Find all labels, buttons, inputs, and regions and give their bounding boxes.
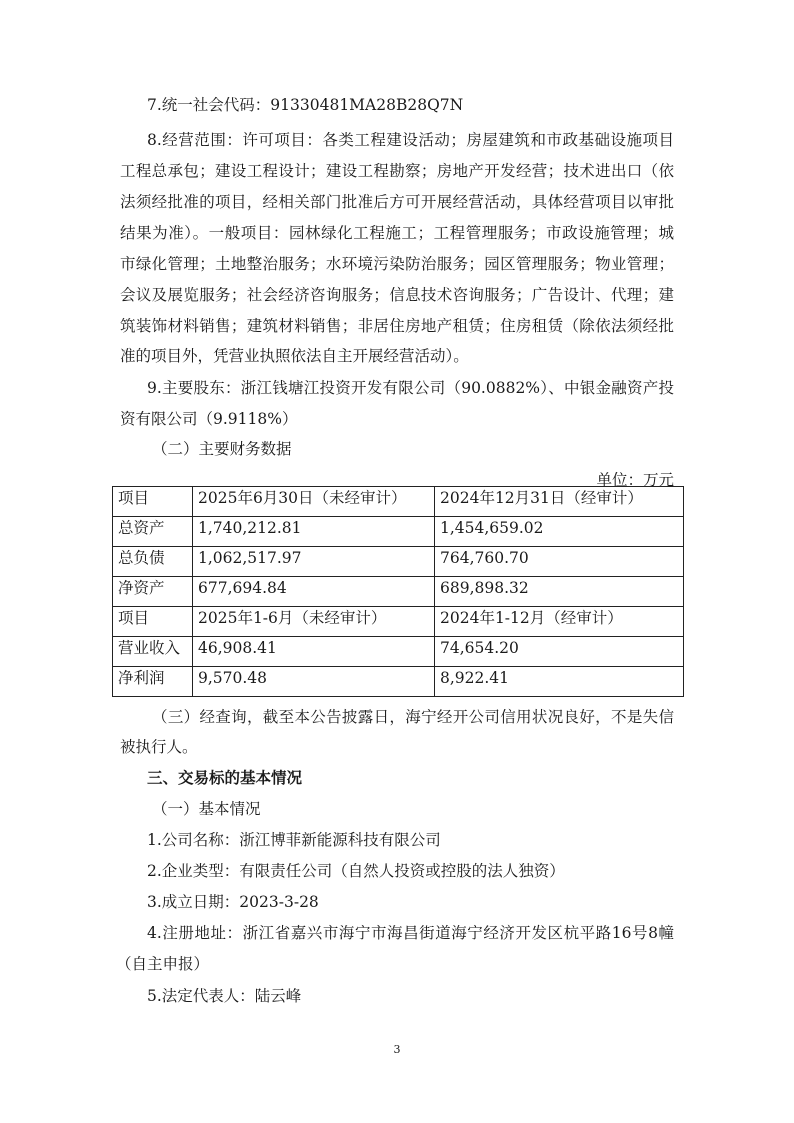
table-cell: 2024年1-12月（经审计） (435, 607, 684, 637)
table-cell: 2025年6月30日（未经审计） (193, 487, 435, 517)
financial-table (112, 486, 684, 697)
table-row (113, 517, 684, 547)
table-cell: 2025年1-6月（未经审计） (193, 607, 435, 637)
table-cell: 净利润 (113, 667, 193, 697)
registered-address: 4.注册地址：浙江省嘉兴市海宁市海昌街道海宁经济开发区杭平路16号8幢 (147, 924, 674, 942)
unit-label: 单位：万元 (596, 471, 674, 489)
table-row (113, 607, 684, 637)
table-cell: 净资产 (113, 577, 193, 607)
table-row (113, 547, 684, 577)
table-cell: 74,654.20 (435, 637, 684, 667)
subsection-basic-info: （一）基本情况 (152, 800, 261, 818)
table-row (113, 667, 684, 697)
credit-code: 7.统一社会代码：91330481MA28B28Q7N (147, 96, 464, 114)
business-scope-line: 8.经营范围：许可项目：各类工程建设活动；房屋建筑和市政基础设施项目 (147, 131, 674, 149)
table-cell: 1,740,212.81 (193, 517, 435, 547)
table-cell: 1,454,659.02 (435, 517, 684, 547)
table-cell: 9,570.48 (193, 667, 435, 697)
table-cell: 8,922.41 (435, 667, 684, 697)
table-cell: 764,760.70 (435, 547, 684, 577)
page-number: 3 (393, 1043, 401, 1056)
company-name: 1.公司名称：浙江博菲新能源科技有限公司 (147, 831, 441, 849)
registered-address: （自主申报） (116, 955, 210, 973)
business-scope-line: 法须经批准的项目，经相关部门批准后方可开展经营活动，具体经营项目以审批 (120, 193, 674, 211)
table-cell: 677,694.84 (193, 577, 435, 607)
credit-status-line: 被执行人。 (120, 738, 198, 756)
section-heading: 三、交易标的基本情况 (147, 768, 303, 787)
table-cell: 项目 (113, 607, 193, 637)
shareholders-line: 资有限公司（9.9118%） (120, 410, 298, 428)
business-scope-line: 市绿化管理；土地整治服务；水环境污染防治服务；园区管理服务；物业管理； (120, 255, 674, 273)
business-scope-line: 工程总承包；建设工程设计；建设工程勘察；房地产开发经营；技术进出口（依 (120, 162, 674, 180)
business-scope-line: 筑装饰材料销售；建筑材料销售；非居住房地产租赁；住房租赁（除依法须经批 (120, 317, 674, 335)
table-cell: 689,898.32 (435, 577, 684, 607)
credit-status-line: （三）经查询，截至本公告披露日，海宁经开公司信用状况良好，不是失信 (152, 708, 674, 726)
table-cell: 项目 (113, 487, 193, 517)
table-cell: 1,062,517.97 (193, 547, 435, 577)
table-row (113, 487, 684, 517)
table-cell: 营业收入 (113, 637, 193, 667)
business-scope-line: 准的项目外，凭营业执照依法自主开展经营活动）。 (120, 347, 469, 365)
legal-representative: 5.法定代表人：陆云峰 (147, 987, 302, 1005)
establish-date: 3.成立日期：2023-3-28 (147, 893, 319, 911)
table-row (113, 637, 684, 667)
shareholders-line: 9.主要股东：浙江钱塘江投资开发有限公司（90.0882%）、中银金融资产投 (147, 379, 674, 397)
table-cell: 46,908.41 (193, 637, 435, 667)
section-financial-data: （二）主要财务数据 (152, 440, 292, 458)
business-scope-line: 结果为准）。一般项目：园林绿化工程施工；工程管理服务；市政设施管理；城 (120, 224, 674, 242)
table-cell: 总资产 (113, 517, 193, 547)
business-scope-line: 会议及展览服务；社会经济咨询服务；信息技术咨询服务；广告设计、代理；建 (120, 286, 674, 304)
company-type: 2.企业类型：有限责任公司（自然人投资或控股的法人独资） (147, 862, 565, 880)
table-cell: 2024年12月31日（经审计） (435, 487, 684, 517)
table-row (113, 577, 684, 607)
table-cell: 总负债 (113, 547, 193, 577)
